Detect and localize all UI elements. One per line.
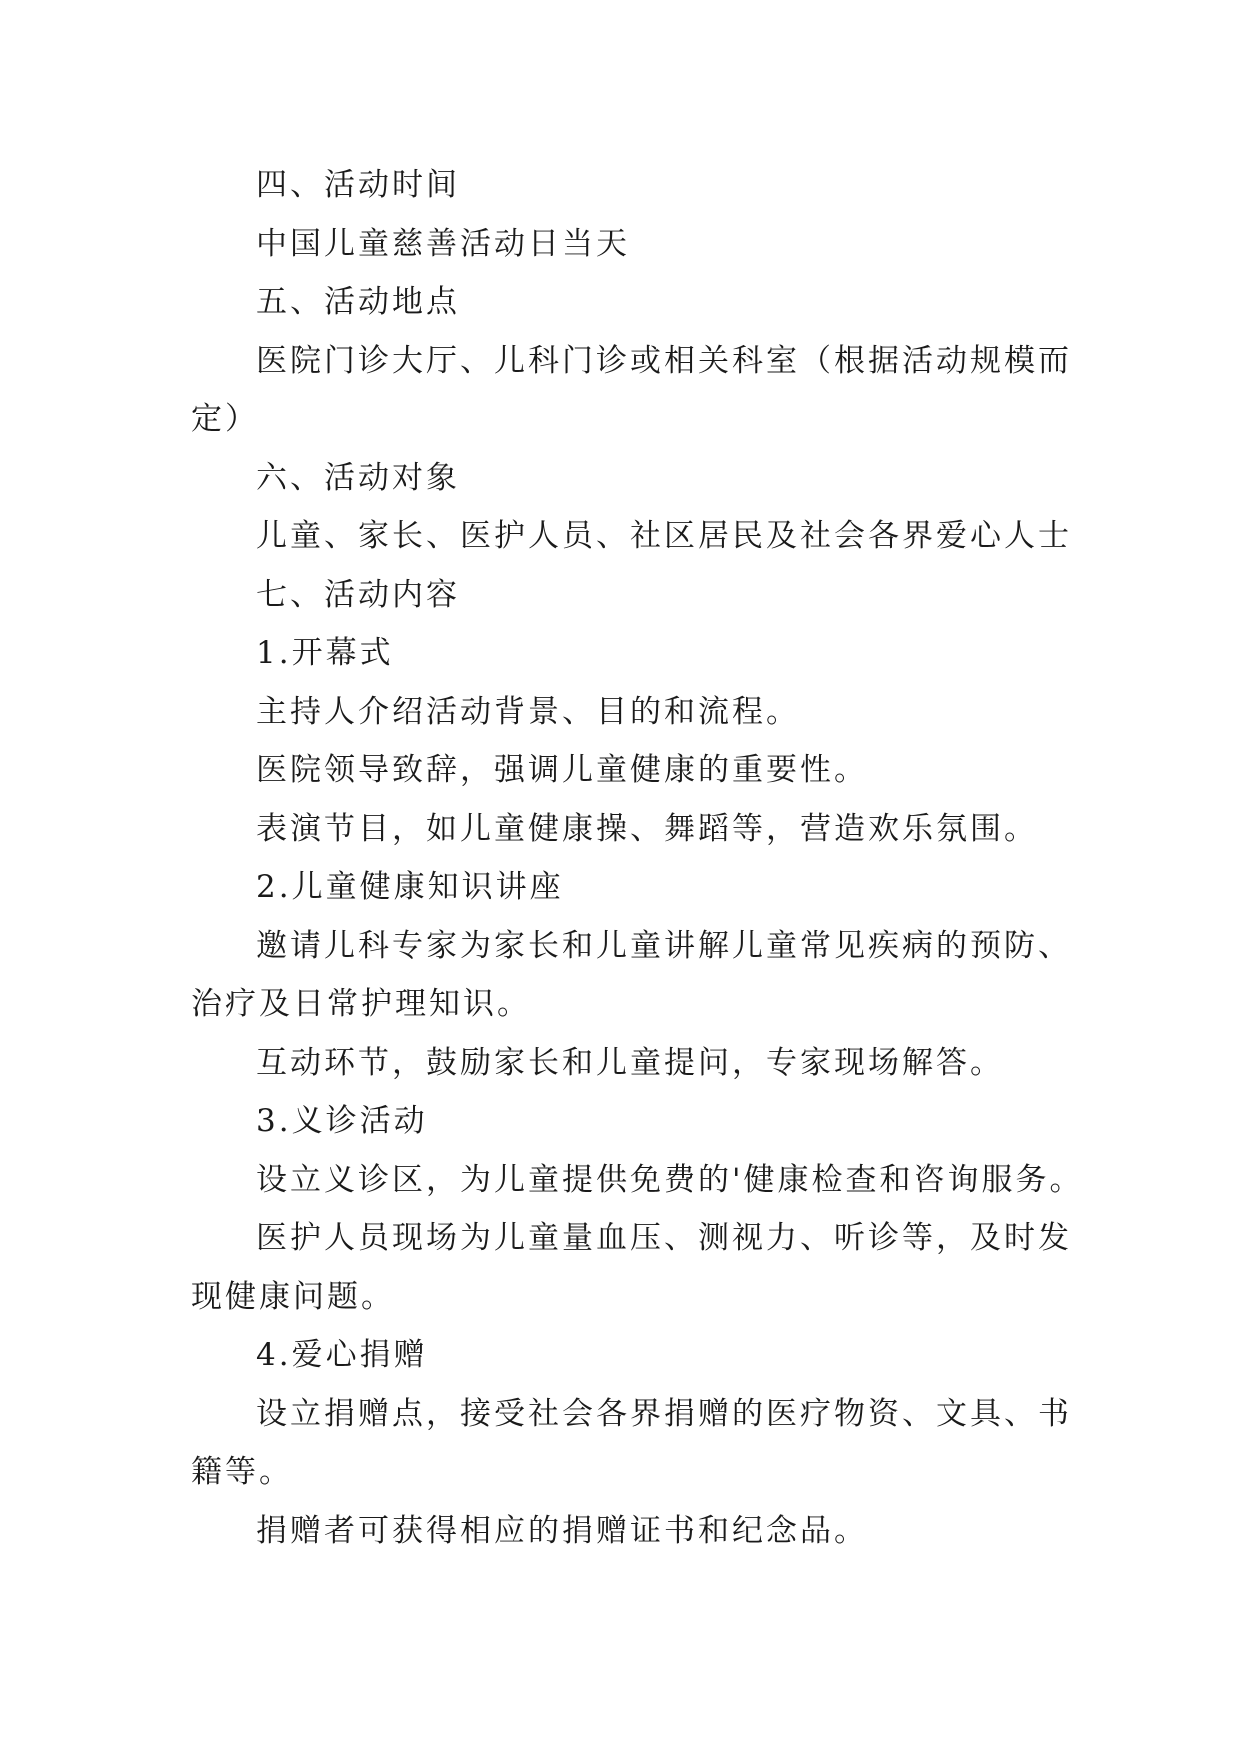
- section-heading-content: 七、活动内容: [256, 577, 460, 613]
- paragraph-clinic-staff-continued: 现健康问题。: [191, 1279, 395, 1315]
- paragraph-time: 中国儿童慈善活动日当天: [256, 226, 630, 262]
- section-heading-time: 四、活动时间: [256, 167, 460, 203]
- paragraph-audience: 儿童、家长、医护人员、社区居民及社会各界爱心人士: [256, 518, 1072, 554]
- paragraph-lecture-continued: 治疗及日常护理知识。: [191, 986, 531, 1022]
- paragraph-donation-point: 设立捐赠点，接受社会各界捐赠的医疗物资、文具、书: [256, 1396, 1072, 1432]
- subheading-clinic: 3.义诊活动: [256, 1103, 428, 1139]
- paragraph-opening-host: 主持人介绍活动背景、目的和流程。: [256, 694, 800, 730]
- paragraph-clinic-staff: 医护人员现场为儿童量血压、测视力、听诊等，及时发: [256, 1220, 1072, 1256]
- subheading-donation: 4.爱心捐赠: [256, 1337, 428, 1373]
- paragraph-donation-point-continued: 籍等。: [191, 1454, 293, 1490]
- paragraph-location-continued: 定）: [191, 401, 259, 437]
- paragraph-opening-speech: 医院领导致辞，强调儿童健康的重要性。: [256, 752, 868, 788]
- paragraph-clinic-area: 设立义诊区，为儿童提供免费的'健康检查和咨询服务。: [256, 1162, 1084, 1198]
- paragraph-lecture: 邀请儿科专家为家长和儿童讲解儿童常见疾病的预防、: [256, 928, 1072, 964]
- paragraph-opening-performance: 表演节目，如儿童健康操、舞蹈等，营造欢乐氛围。: [256, 811, 1038, 847]
- subheading-lecture: 2.儿童健康知识讲座: [256, 869, 564, 905]
- section-heading-audience: 六、活动对象: [256, 460, 460, 496]
- paragraph-donation-certificate: 捐赠者可获得相应的捐赠证书和纪念品。: [256, 1513, 868, 1549]
- paragraph-location: 医院门诊大厅、儿科门诊或相关科室（根据活动规模而: [256, 343, 1072, 379]
- section-heading-location: 五、活动地点: [256, 284, 460, 320]
- paragraph-lecture-interaction: 互动环节，鼓励家长和儿童提问，专家现场解答。: [256, 1045, 1004, 1081]
- subheading-opening: 1.开幕式: [256, 635, 394, 671]
